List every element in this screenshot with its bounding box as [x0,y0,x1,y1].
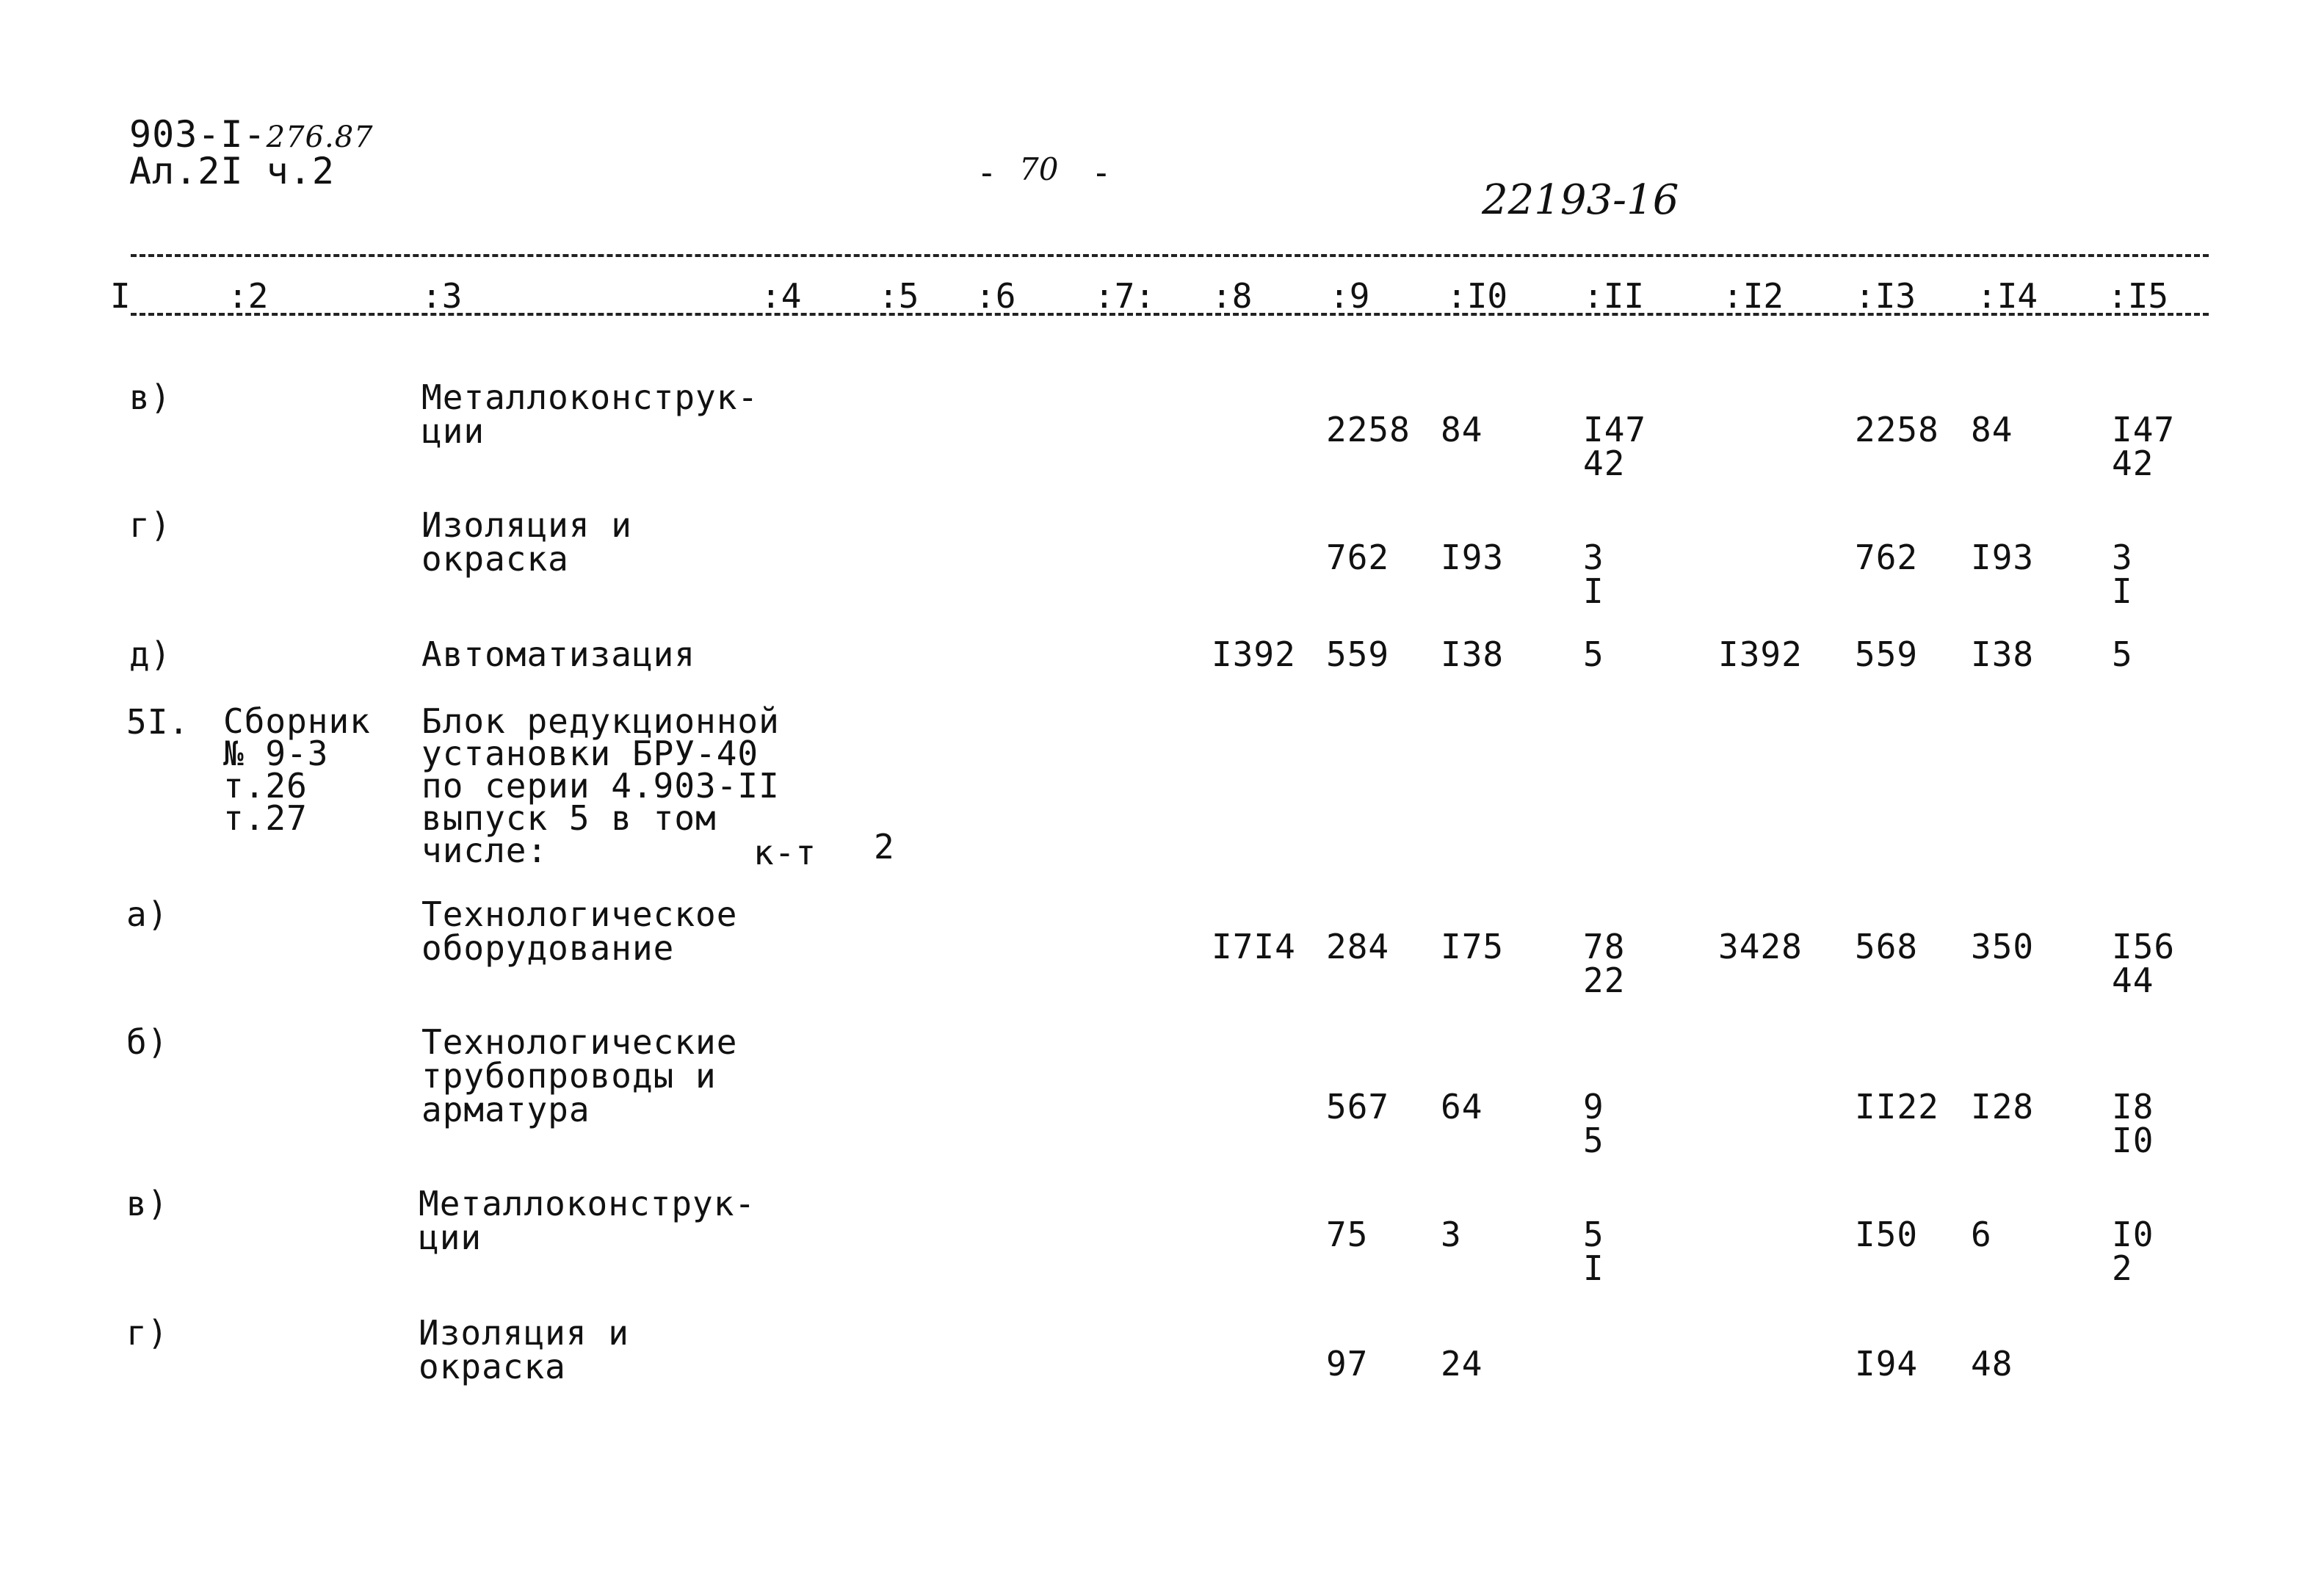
page-number: 70 [1019,151,1059,187]
cell-col13: 568 [1855,927,1919,966]
cell-col13: 2258 [1855,410,1939,449]
row-name: Технологические трубопроводы и арматура [421,1022,738,1129]
column-header-1: I [110,276,131,316]
cell-col9: 97 [1326,1344,1369,1384]
column-header-8: :8 [1212,276,1253,316]
column-header-13: :I3 [1855,276,1916,316]
cell-col11: 5 [1583,634,1604,674]
column-header-2: :2 [228,276,269,316]
column-header-10: :I0 [1447,276,1508,316]
cell-col14: I38 [1971,634,2035,674]
cell-col9: 559 [1326,634,1390,674]
cell-col9: 762 [1326,538,1390,577]
cell-col13: I50 [1855,1215,1919,1254]
cell-col15: I0 2 [2112,1215,2154,1288]
cell-col8: I392 [1212,634,1296,674]
cell-col15: 5 [2112,634,2133,674]
column-header-6: :6 [975,276,1016,316]
column-header-5: :5 [878,276,919,316]
cell-col13: II22 [1855,1087,1939,1126]
row-letter: в) [129,377,172,417]
row-letter: д) [129,634,172,674]
row-source: Сборник № 9-3 т.26 т.27 [223,701,371,838]
document-code [129,113,374,156]
cell-col15: I56 44 [2112,927,2176,1000]
cell-col14: 84 [1971,410,2013,449]
cell-col11: 78 22 [1583,927,1626,1000]
cell-col14: 350 [1971,927,2035,966]
cell-col11: 5 I [1583,1215,1604,1288]
cell-col15: I47 42 [2112,410,2176,483]
column-header-9: :9 [1329,276,1370,316]
cell-col10: I75 [1441,927,1505,966]
row-name: Металлоконструк- ции [419,1184,756,1257]
row-name: Технологическое оборудование [421,894,738,968]
cell-col15: 3 I [2112,538,2133,611]
row-letter: б) [126,1022,169,1062]
cell-col13: 559 [1855,634,1919,674]
column-header-15: :I5 [2107,276,2169,316]
column-header-3: :3 [421,276,463,316]
column-header-4: :4 [761,276,802,316]
cell-unit: к-т [753,833,817,872]
row-name: Автоматизация [421,634,696,674]
row-letter: г) [129,505,172,545]
cell-col10: 24 [1441,1344,1483,1384]
cell-col10: I93 [1441,538,1505,577]
row-name: Блок редукционной установки БРУ-40 по серии 4.903-II выпуск 5 в том числе: [421,701,780,870]
cell-col9: 2258 [1326,410,1411,449]
cell-qty: 2 [874,827,895,867]
handwritten-stamp-number: 22193-16 [1482,176,1679,224]
header-bottom-rule [131,313,2209,316]
page-dash-left: - [977,153,998,192]
cell-col14: 6 [1971,1215,1992,1254]
cell-col11: 3 I [1583,538,1604,611]
column-header-7: :7: [1094,276,1156,316]
row-letter: в) [126,1184,169,1223]
cell-col12: I392 [1718,634,1803,674]
row-letter: 5I. [126,702,190,742]
cell-col12: 3428 [1718,927,1803,966]
column-header-14: :I4 [1977,276,2038,316]
cell-col8: I7I4 [1212,927,1296,966]
cell-col13: 762 [1855,538,1919,577]
row-name: Металлоконструк- ции [421,377,759,451]
header-top-rule [131,254,2209,257]
cell-col9: 284 [1326,927,1390,966]
row-name: Изоляция и окраска [421,505,632,579]
cell-col14: I93 [1971,538,2035,577]
cell-col13: I94 [1855,1344,1919,1384]
page-dash-right: - [1091,153,1112,192]
cell-col10: I38 [1441,634,1505,674]
row-letter: а) [126,894,169,934]
column-header-12: :I2 [1723,276,1784,316]
column-header-11: :II [1583,276,1645,316]
cell-col9: 567 [1326,1087,1390,1126]
cell-col9: 75 [1326,1215,1369,1254]
album-label: Ал.2I ч.2 [129,150,335,192]
cell-col11: I47 42 [1583,410,1647,483]
cell-col10: 3 [1441,1215,1462,1254]
row-name: Изоляция и окраска [419,1313,629,1386]
cell-col10: 64 [1441,1087,1483,1126]
document-code-handwritten: 276.87 [266,120,374,154]
row-letter: г) [126,1313,169,1353]
cell-col15: I8 I0 [2112,1087,2154,1160]
cell-col10: 84 [1441,410,1483,449]
document-code-typed: 903-I- [129,113,267,156]
cell-col14: I28 [1971,1087,2035,1126]
cell-col14: 48 [1971,1344,2013,1384]
cell-col11: 9 5 [1583,1087,1604,1160]
